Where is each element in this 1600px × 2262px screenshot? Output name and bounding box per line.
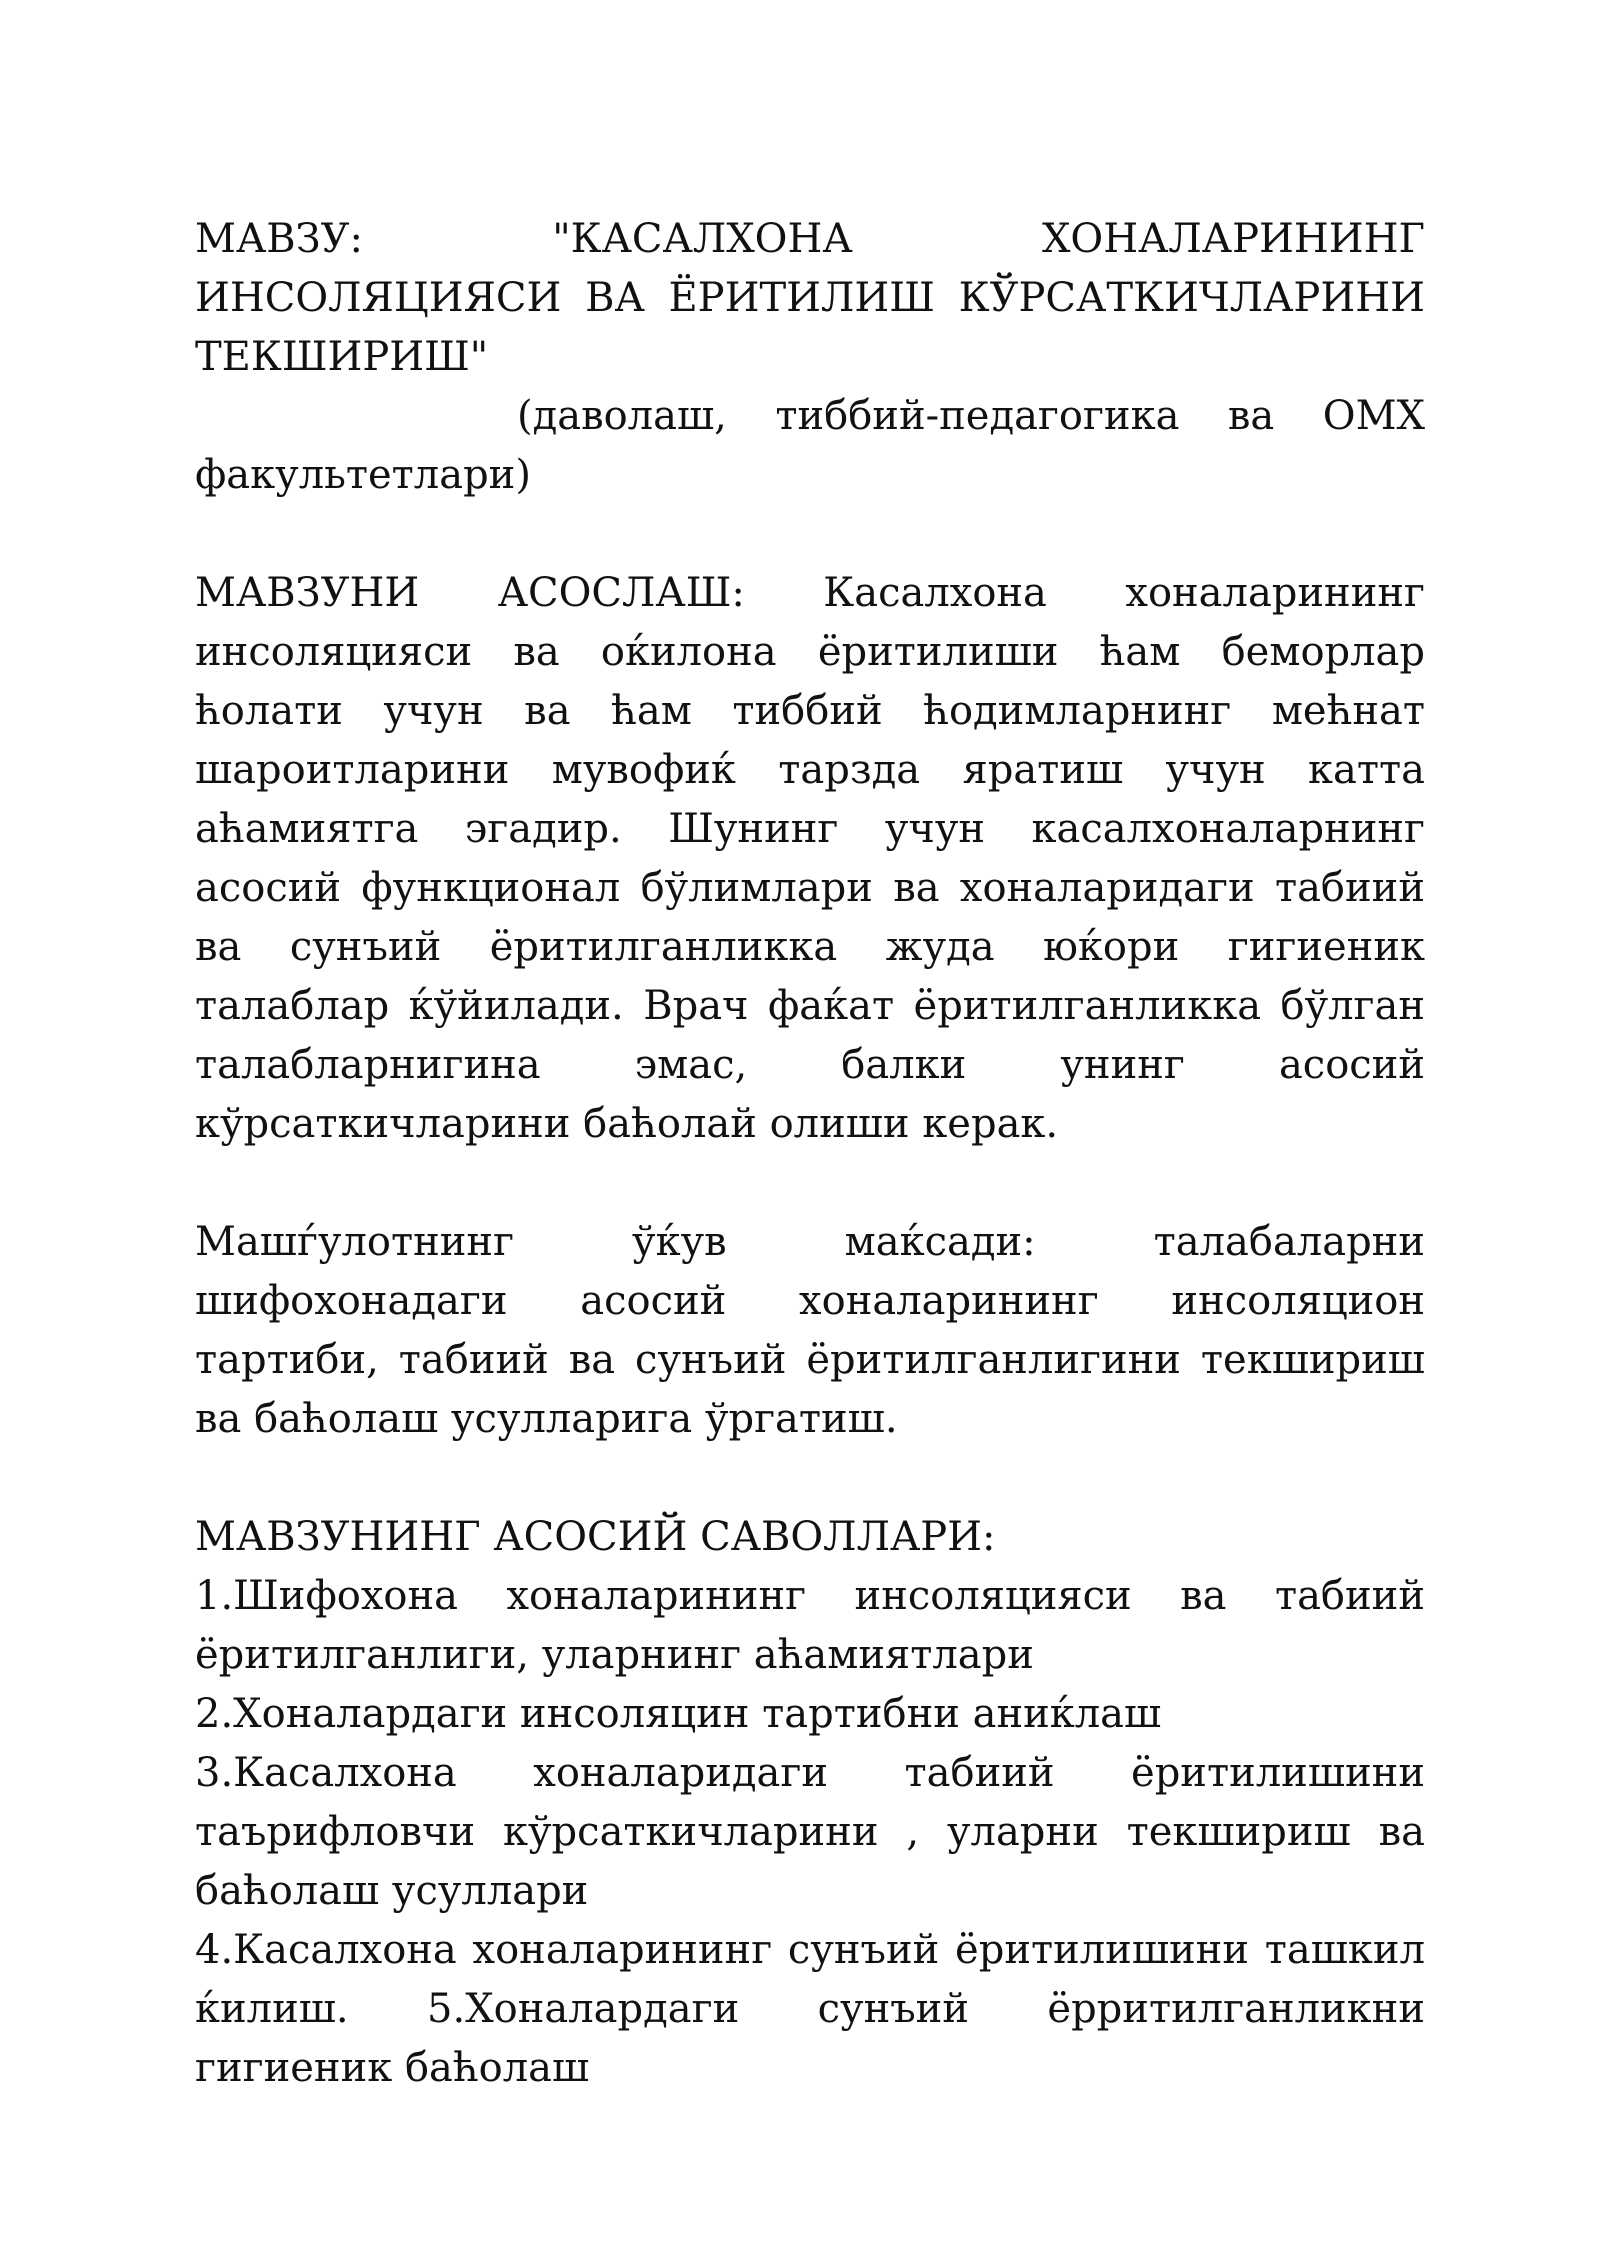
- spacer: [195, 1154, 1425, 1213]
- topic-rationale-paragraph: МАВЗУНИ АСОСЛАШ: Касалхона хоналарининг инсоляцияси ва оќилона ёритилиши ћам беморлар ћолати учун ва ћам тиббий ћодимларнинг мећнат шароитларини мувофиќ тарзда яратиш учун катта аћамиятга эгадир. Шунинг учун касалхоналарнинг асосий функционал бўлимлари ва хоналаридаги табиий ва сунъий ёритилганликка жуда юќори гигиеник талаблар ќўйилади. Врач фаќат ёритилганликка бўлган талабларнигина эмас, балки унинг асосий кўрсаткичларини баћолай олиши керак.: [195, 570, 1425, 1147]
- topic-title: [195, 210, 1425, 505]
- lesson-goal-paragraph: Машѓулотнинг ўќув маќсади: талабаларни шифохонадаги асосий хоналарининг инсоляцион тартиби, табиий ва сунъий ёритилганлигини текшириш ва баћолаш усулларига ўргатиш.: [195, 1219, 1425, 1442]
- question-item-3: 3.Касалхона хоналаридаги табиий ёритилишини таърифловчи кўрсаткичларини , уларни текшириш ва баћолаш усуллари: [195, 1750, 1425, 1914]
- topic-title-line-1: МАВЗУ: "КАСАЛХОНА ХОНАЛАРИНИНГ: [195, 216, 1425, 262]
- question-item-4-5: 4.Касалхона хоналарининг сунъий ёритилишини ташкил ќилиш. 5.Хоналардаги сунъий ёрритилганликни гигиеник баћолаш: [195, 1927, 1425, 2091]
- question-item-1: 1.Шифохона хоналарининг инсоляцияси ва табиий ёритилганлиги, уларнинг аћамиятлари: [195, 1573, 1425, 1678]
- faculties-line-2: факультетлари): [195, 452, 531, 498]
- topic-title-line-2: ИНСОЛЯЦИЯСИ ВА ЁРИТИЛИШ КЎРСАТКИЧЛАРИНИ: [195, 275, 1425, 321]
- spacer: [195, 505, 1425, 564]
- document-page: [195, 210, 1425, 2098]
- faculties-line-1: (даволаш, тиббий-педагогика ва ОМХ: [517, 393, 1425, 439]
- main-questions-section: [195, 1508, 1425, 2098]
- main-questions-heading: МАВЗУНИНГ АСОСИЙ САВОЛЛАРИ:: [195, 1514, 996, 1560]
- spacer: [195, 1449, 1425, 1508]
- question-item-2: 2.Хоналардаги инсоляцин тартибни аниќлаш: [195, 1691, 1162, 1737]
- topic-title-line-3: ТЕКШИРИШ": [195, 334, 489, 380]
